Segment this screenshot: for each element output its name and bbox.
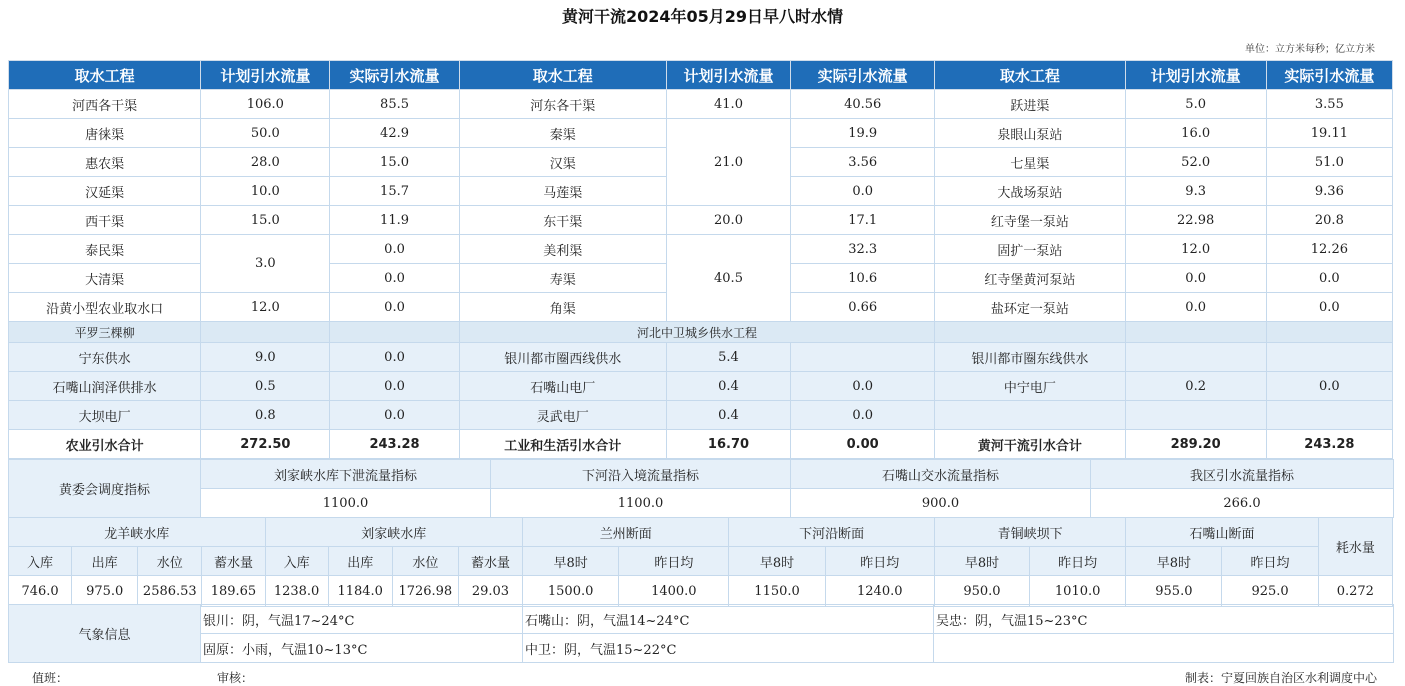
indicator-value: 1100.0	[491, 489, 791, 518]
section-name: 下河沿断面	[729, 518, 934, 547]
project-name: 沿黄小型农业取水口	[9, 293, 201, 322]
project-name: 西干渠	[9, 206, 201, 235]
project-name: 红寺堡黄河泵站	[935, 264, 1125, 293]
indicator-value: 1100.0	[201, 489, 491, 518]
plan-value: 3.0	[201, 235, 330, 293]
actual-value: 0.0	[791, 401, 935, 430]
section-label-mid: 河北中卫城乡供水工程	[459, 322, 935, 343]
indicator-name: 我区引水流量指标	[1091, 460, 1394, 489]
actual-value: 42.9	[330, 119, 459, 148]
actual-value: 15.0	[330, 148, 459, 177]
project-name: 跃进渠	[935, 90, 1125, 119]
col-inflow: 入库	[265, 547, 328, 576]
actual-value: 0.0	[330, 264, 459, 293]
table-row	[9, 343, 1393, 372]
inflow-value: 1238.0	[265, 576, 328, 607]
actual-value: 15.7	[330, 177, 459, 206]
actual-value: 3.55	[1266, 90, 1392, 119]
col-8am: 早8时	[729, 547, 825, 576]
project-name: 红寺堡一泵站	[935, 206, 1125, 235]
flow-8am-value: 950.0	[934, 576, 1029, 607]
weather-shizuishan: 石嘴山：阴，气温14~24°C	[523, 605, 934, 634]
actual-value: 0.0	[330, 401, 459, 430]
weather-wuzhong: 吴忠：阴，气温15~23°C	[934, 605, 1394, 634]
table-row	[9, 119, 1393, 148]
project-name: 石嘴山电厂	[459, 372, 666, 401]
plan-value: 0.8	[201, 401, 330, 430]
plan-value: 15.0	[201, 206, 330, 235]
main-total-plan: 289.20	[1125, 430, 1266, 459]
actual-value: 3.56	[791, 148, 935, 177]
plan-value: 0.5	[201, 372, 330, 401]
actual-value: 85.5	[330, 90, 459, 119]
col-daily-avg: 昨日均	[619, 547, 729, 576]
table-row	[9, 206, 1393, 235]
indicator-table	[8, 459, 1394, 518]
col-8am: 早8时	[1126, 547, 1222, 576]
project-name: 大清渠	[9, 264, 201, 293]
plan-value: 0.4	[666, 372, 790, 401]
outflow-value: 1184.0	[328, 576, 392, 607]
actual-value	[791, 343, 935, 372]
header-actual: 实际引水流量	[791, 61, 935, 90]
footer-duty: 值班：	[32, 671, 69, 685]
unit-note: 单位：立方米每秒；亿立方米	[1245, 44, 1375, 55]
flow-avg-value: 925.0	[1222, 576, 1318, 607]
weather-guyuan: 固原：小雨，气温10~13°C	[201, 634, 523, 663]
actual-value: 20.8	[1266, 206, 1392, 235]
plan-value	[1125, 401, 1266, 430]
project-name: 东干渠	[459, 206, 666, 235]
actual-value: 0.0	[330, 235, 459, 264]
section-name: 青铜峡坝下	[934, 518, 1125, 547]
flow-avg-value: 1400.0	[619, 576, 729, 607]
table-row	[9, 90, 1393, 119]
indicator-label: 黄委会调度指标	[9, 460, 201, 518]
project-name: 盐环定一泵站	[935, 293, 1125, 322]
plan-value: 16.0	[1125, 119, 1266, 148]
actual-value: 19.9	[791, 119, 935, 148]
actual-value: 0.66	[791, 293, 935, 322]
ind-total-label: 工业和生活引水合计	[459, 430, 666, 459]
consumption-value: 0.272	[1318, 576, 1392, 607]
project-name: 灵武电厂	[459, 401, 666, 430]
actual-value: 11.9	[330, 206, 459, 235]
flow-8am-value: 1500.0	[523, 576, 619, 607]
plan-value: 0.4	[666, 401, 790, 430]
table-row	[9, 401, 1393, 430]
plan-value: 22.98	[1125, 206, 1266, 235]
indicator-name: 刘家峡水库下泄流量指标	[201, 460, 491, 489]
section-name: 石嘴山断面	[1126, 518, 1318, 547]
plan-value: 12.0	[1125, 235, 1266, 264]
actual-value: 9.36	[1266, 177, 1392, 206]
col-outflow: 出库	[72, 547, 138, 576]
weather-label: 气象信息	[9, 605, 201, 663]
col-level: 水位	[392, 547, 458, 576]
project-name: 汉延渠	[9, 177, 201, 206]
plan-value: 0.0	[1125, 264, 1266, 293]
actual-value: 40.56	[791, 90, 935, 119]
section-label-left: 平罗三棵柳	[9, 322, 201, 343]
col-inflow: 入库	[9, 547, 72, 576]
plan-value: 40.5	[666, 235, 790, 322]
indicator-name-row	[9, 460, 1394, 489]
col-8am: 早8时	[523, 547, 619, 576]
table-row	[9, 372, 1393, 401]
col-daily-avg: 昨日均	[825, 547, 934, 576]
section-row	[9, 322, 1393, 343]
actual-value: 0.0	[330, 372, 459, 401]
table-row	[9, 235, 1393, 264]
page-title: 黄河干流2024年05月29日早八时水情	[561, 7, 844, 26]
indicator-name: 下河沿入境流量指标	[491, 460, 791, 489]
plan-value: 28.0	[201, 148, 330, 177]
hydro-value-row	[9, 576, 1393, 607]
weather-yinchuan: 银川：阴，气温17~24°C	[201, 605, 523, 634]
header-project: 取水工程	[459, 61, 666, 90]
plan-value: 0.0	[1125, 293, 1266, 322]
weather-zhongwei: 中卫：阴，气温15~22°C	[523, 634, 934, 663]
ind-total-actual: 0.00	[791, 430, 935, 459]
project-name: 河西各干渠	[9, 90, 201, 119]
indicator-value: 266.0	[1091, 489, 1394, 518]
project-name: 唐徕渠	[9, 119, 201, 148]
header-plan: 计划引水流量	[1125, 61, 1266, 90]
project-name: 宁东供水	[9, 343, 201, 372]
project-name: 七星渠	[935, 148, 1125, 177]
flow-avg-value: 1010.0	[1030, 576, 1126, 607]
project-name: 马莲渠	[459, 177, 666, 206]
totals-row	[9, 430, 1393, 459]
plan-value: 9.0	[201, 343, 330, 372]
level-value: 1726.98	[392, 576, 458, 607]
header-actual: 实际引水流量	[1266, 61, 1392, 90]
actual-value: 17.1	[791, 206, 935, 235]
actual-value: 0.0	[330, 343, 459, 372]
storage-value: 189.65	[202, 576, 265, 607]
actual-value: 0.0	[791, 177, 935, 206]
hydro-subheader-row	[9, 547, 1393, 576]
footer-review: 审核：	[217, 671, 254, 685]
reservoir-name: 龙羊峡水库	[9, 518, 266, 547]
plan-value: 10.0	[201, 177, 330, 206]
project-name: 石嘴山润泽供排水	[9, 372, 201, 401]
indicator-value: 900.0	[791, 489, 1091, 518]
consumption-label: 耗水量	[1318, 518, 1392, 576]
plan-value: 21.0	[666, 119, 790, 206]
col-daily-avg: 昨日均	[1222, 547, 1318, 576]
project-name: 大战场泵站	[935, 177, 1125, 206]
main-total-label: 黄河干流引水合计	[935, 430, 1125, 459]
plan-value: 20.0	[666, 206, 790, 235]
plan-value: 0.2	[1125, 372, 1266, 401]
col-8am: 早8时	[934, 547, 1029, 576]
indicator-name: 石嘴山交水流量指标	[791, 460, 1091, 489]
plan-value: 9.3	[1125, 177, 1266, 206]
ind-total-plan: 16.70	[666, 430, 790, 459]
project-name: 河东各干渠	[459, 90, 666, 119]
project-name: 中宁电厂	[935, 372, 1125, 401]
agri-total-actual: 243.28	[330, 430, 459, 459]
project-name: 角渠	[459, 293, 666, 322]
plan-value	[1125, 343, 1266, 372]
hydro-group-row	[9, 518, 1393, 547]
project-name: 秦渠	[459, 119, 666, 148]
reservoir-name: 刘家峡水库	[265, 518, 523, 547]
header-plan: 计划引水流量	[201, 61, 330, 90]
weather-row	[9, 605, 1394, 634]
header-row	[9, 61, 1393, 90]
project-name: 寿渠	[459, 264, 666, 293]
header-plan: 计划引水流量	[666, 61, 790, 90]
footer-maker: 制表：宁夏回族自治区水利调度中心	[1184, 671, 1377, 685]
flow-8am-value: 1150.0	[729, 576, 825, 607]
actual-value	[1266, 401, 1392, 430]
col-storage: 蓄水量	[202, 547, 265, 576]
col-daily-avg: 昨日均	[1030, 547, 1126, 576]
actual-value: 32.3	[791, 235, 935, 264]
project-name: 银川都市圈东线供水	[935, 343, 1125, 372]
header-project: 取水工程	[935, 61, 1125, 90]
actual-value: 12.26	[1266, 235, 1392, 264]
actual-value: 19.11	[1266, 119, 1392, 148]
col-outflow: 出库	[328, 547, 392, 576]
plan-value: 106.0	[201, 90, 330, 119]
plan-value: 41.0	[666, 90, 790, 119]
weather-table	[8, 604, 1394, 663]
inflow-value: 746.0	[9, 576, 72, 607]
actual-value: 10.6	[791, 264, 935, 293]
plan-value: 5.0	[1125, 90, 1266, 119]
indicator-value-row	[9, 489, 1394, 518]
actual-value: 0.0	[330, 293, 459, 322]
plan-value: 52.0	[1125, 148, 1266, 177]
actual-value	[1266, 343, 1392, 372]
project-name	[935, 401, 1125, 430]
section-name: 兰州断面	[523, 518, 729, 547]
intake-table	[8, 60, 1393, 459]
project-name: 泰民渠	[9, 235, 201, 264]
header-project: 取水工程	[9, 61, 201, 90]
actual-value: 0.0	[1266, 293, 1392, 322]
actual-value: 51.0	[1266, 148, 1392, 177]
main-total-actual: 243.28	[1266, 430, 1392, 459]
project-name: 美利渠	[459, 235, 666, 264]
project-name: 固扩一泵站	[935, 235, 1125, 264]
plan-value: 50.0	[201, 119, 330, 148]
project-name: 汉渠	[459, 148, 666, 177]
level-value: 2586.53	[138, 576, 202, 607]
weather-row	[9, 634, 1394, 663]
actual-value: 0.0	[1266, 264, 1392, 293]
flow-8am-value: 955.0	[1126, 576, 1222, 607]
actual-value: 0.0	[791, 372, 935, 401]
plan-value: 5.4	[666, 343, 790, 372]
header-actual: 实际引水流量	[330, 61, 459, 90]
col-storage: 蓄水量	[458, 547, 522, 576]
project-name: 银川都市圈西线供水	[459, 343, 666, 372]
outflow-value: 975.0	[72, 576, 138, 607]
actual-value: 0.0	[1266, 372, 1392, 401]
project-name: 泉眼山泵站	[935, 119, 1125, 148]
flow-avg-value: 1240.0	[825, 576, 934, 607]
agri-total-plan: 272.50	[201, 430, 330, 459]
storage-value: 29.03	[458, 576, 522, 607]
project-name: 惠农渠	[9, 148, 201, 177]
project-name: 大坝电厂	[9, 401, 201, 430]
col-level: 水位	[138, 547, 202, 576]
plan-value: 12.0	[201, 293, 330, 322]
agri-total-label: 农业引水合计	[9, 430, 201, 459]
hydro-table	[8, 517, 1393, 607]
